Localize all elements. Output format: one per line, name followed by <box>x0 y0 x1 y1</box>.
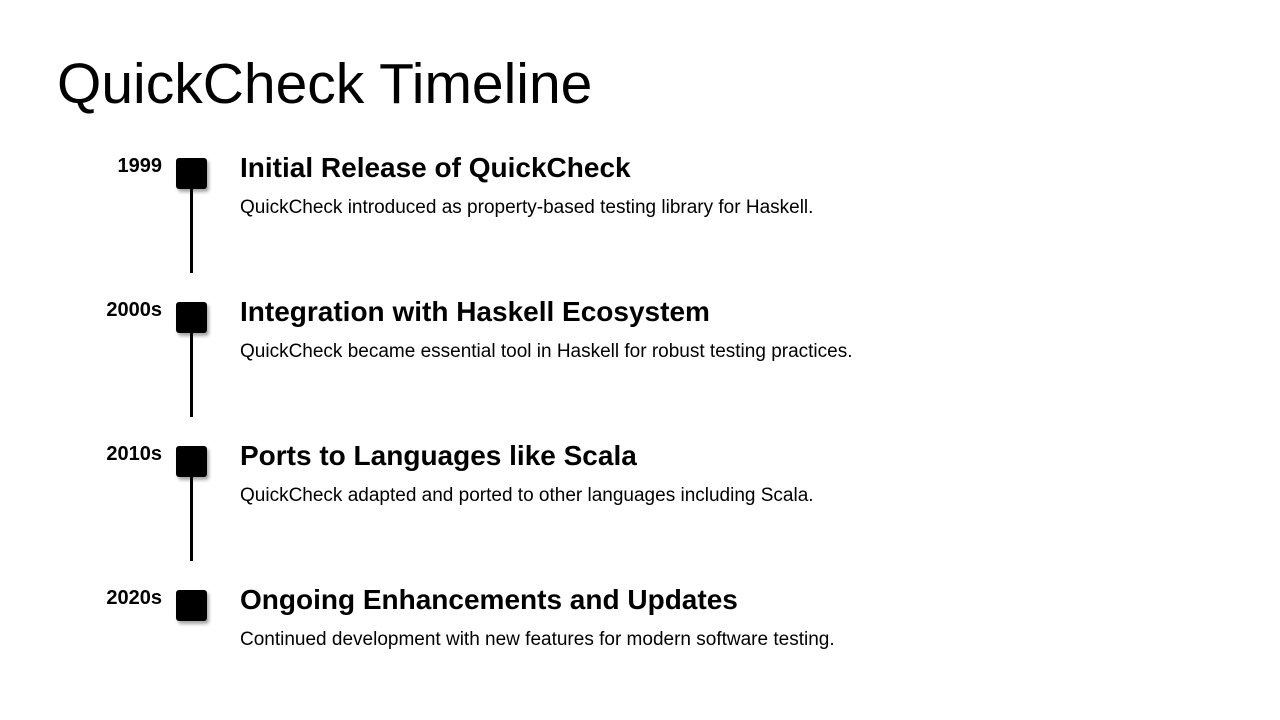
timeline-entry <box>40 295 853 364</box>
page-title: QuickCheck Timeline <box>57 52 593 116</box>
timeline-marker-square-icon <box>176 446 207 477</box>
entry-description: Continued development with new features for modern software testing. <box>240 629 835 650</box>
year-label: 2010s <box>106 443 162 465</box>
timeline-marker-square-icon <box>176 158 207 189</box>
entry-heading: Ongoing Enhancements and Updates <box>240 584 738 615</box>
entry-text-block <box>240 295 853 364</box>
entry-heading: Integration with Haskell Ecosystem <box>240 296 710 327</box>
entry-heading: Ports to Languages like Scala <box>240 440 637 471</box>
year-label: 1999 <box>117 155 162 177</box>
entry-text-block <box>240 439 814 508</box>
entry-description: QuickCheck became essential tool in Haskell for robust testing practices. <box>240 341 853 362</box>
year-label: 2000s <box>106 299 162 321</box>
entry-text-block <box>240 583 835 652</box>
timeline-connector-line <box>190 477 193 561</box>
entry-description: QuickCheck adapted and ported to other languages including Scala. <box>240 485 814 506</box>
timeline-entry <box>40 151 813 220</box>
timeline-marker-square-icon <box>176 302 207 333</box>
entry-text-block <box>240 151 813 220</box>
year-label: 2020s <box>106 587 162 609</box>
timeline-marker-square-icon <box>176 590 207 621</box>
timeline-entry <box>40 583 835 652</box>
entry-description: QuickCheck introduced as property-based testing library for Haskell. <box>240 197 814 218</box>
entry-heading: Initial Release of QuickCheck <box>240 152 631 183</box>
timeline-entry <box>40 439 814 508</box>
timeline-connector-line <box>190 333 193 417</box>
timeline-connector-line <box>190 189 193 273</box>
